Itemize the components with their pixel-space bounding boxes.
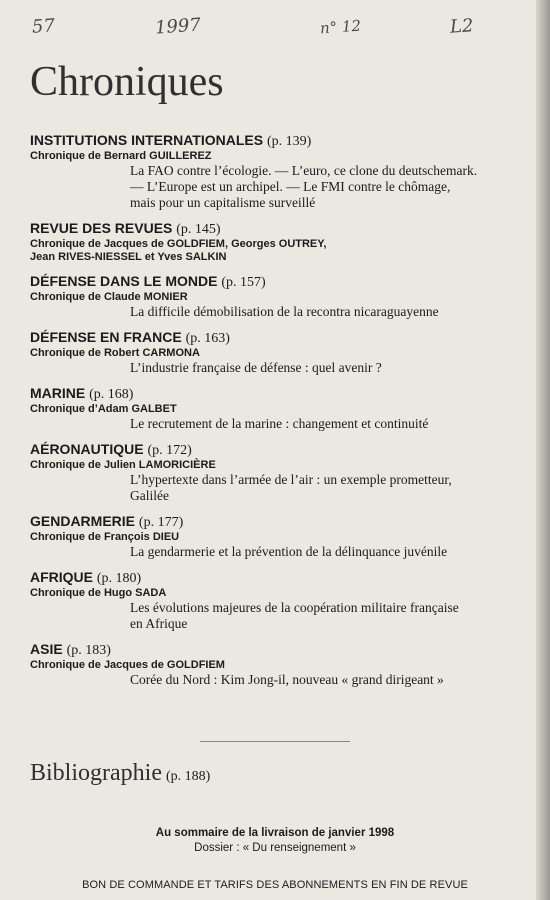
section-gendarmerie <box>30 513 510 560</box>
topic-line: Corée du Nord : Kim Jong-il, nouveau « grand dirigeant » <box>130 672 444 687</box>
section-author: Chronique de Claude MONIER <box>30 291 188 303</box>
topic-line: mais pour un capitalisme surveillé <box>130 195 316 210</box>
section-page-ref: (p. 180) <box>96 571 142 586</box>
section-page-ref: (p. 172) <box>147 443 192 458</box>
section-author-continued: Jean RIVES-NIESSEL et Yves SALKIN <box>30 251 227 263</box>
section-asie <box>30 641 510 688</box>
section-marine <box>30 385 510 432</box>
section-heading-text: GENDARMERIE <box>30 513 136 529</box>
bibliography-heading <box>30 760 210 787</box>
topic-line: Galilée <box>130 488 169 503</box>
section-defense-en-france <box>30 329 510 376</box>
section-author: Chronique de Jacques de GOLDFIEM, Georges OUTREY, <box>30 238 327 250</box>
section-heading <box>30 569 510 587</box>
section-heading-text: INSTITUTIONS INTERNATIONALES <box>30 132 264 148</box>
section-topics <box>130 472 510 504</box>
section-author: Chronique d’Adam GALBET <box>30 403 177 415</box>
handwritten-note: 1997 <box>154 14 202 39</box>
section-defense-dans-le-monde <box>30 273 510 320</box>
section-topics <box>130 360 510 376</box>
section-topics <box>130 304 510 320</box>
page-edge-shadow <box>536 0 550 900</box>
section-heading-text: ASIE <box>30 641 63 657</box>
section-aeronautique <box>30 441 510 504</box>
next-issue-dossier: Dossier : « Du renseignement » <box>194 842 356 854</box>
section-topics <box>130 672 510 688</box>
order-form-notice: BON DE COMMANDE ET TARIFS DES ABONNEMENTS EN FIN DE REVUE <box>82 879 468 891</box>
section-author: Chronique de Robert CARMONA <box>30 347 200 359</box>
section-page-ref: (p. 145) <box>176 222 221 237</box>
next-issue-notice <box>0 826 550 856</box>
next-issue-headline: Au sommaire de la livraison de janvier 1998 <box>155 827 395 839</box>
section-heading <box>30 273 510 291</box>
section-author: Chronique de Julien LAMORICIÈRE <box>30 459 216 471</box>
section-heading-text: REVUE DES REVUES <box>30 220 173 236</box>
section-heading <box>30 220 510 238</box>
section-topics <box>130 163 510 211</box>
topic-line: Les évolutions majeures de la coopération militaire française <box>130 600 459 615</box>
section-heading <box>30 641 510 659</box>
section-topics <box>130 544 510 560</box>
section-page-ref: (p. 168) <box>89 387 134 402</box>
divider-rule <box>200 741 350 742</box>
page-title: Chroniques <box>30 59 224 105</box>
topic-line: La difficile démobilisation de la recontra nicaraguayenne <box>130 304 439 319</box>
topic-line: L’hypertexte dans l’armée de l’air : un exemple prometteur, <box>130 472 452 487</box>
section-author: Chronique de Jacques de GOLDFIEM <box>30 659 225 671</box>
section-heading-text: AÉRONAUTIQUE <box>30 441 144 457</box>
section-topics <box>130 600 510 632</box>
section-revue-des-revues <box>30 220 510 264</box>
section-author: Chronique de Bernard GUILLEREZ <box>30 150 212 162</box>
section-afrique <box>30 569 510 632</box>
section-institutions-internationales <box>30 132 510 211</box>
section-author: Chronique de François DIEU <box>30 531 180 543</box>
section-heading <box>30 385 510 403</box>
handwritten-notes <box>30 16 510 46</box>
bibliography-title: Bibliographie <box>30 760 162 786</box>
section-heading-text: DÉFENSE EN FRANCE <box>30 329 182 345</box>
topic-line: L’industrie française de défense : quel avenir ? <box>130 360 382 375</box>
section-page-ref: (p. 177) <box>138 515 184 530</box>
section-page-ref: (p. 183) <box>66 643 111 658</box>
topic-line: La gendarmerie et la prévention de la délinquance juvénile <box>130 544 448 559</box>
section-page-ref: (p. 157) <box>221 275 266 290</box>
section-topics <box>130 416 510 432</box>
section-heading <box>30 132 510 150</box>
section-page-ref: (p. 163) <box>185 331 230 346</box>
section-heading-text: AFRIQUE <box>30 569 93 585</box>
handwritten-note: 57 <box>31 15 56 38</box>
section-heading <box>30 329 510 347</box>
handwritten-note: L2 <box>449 15 475 38</box>
topic-line: Le recrutement de la marine : changement et continuité <box>130 416 429 431</box>
handwritten-note: n° 12 <box>319 16 362 38</box>
section-page-ref: (p. 139) <box>266 134 312 149</box>
topic-line: en Afrique <box>130 616 188 631</box>
section-heading <box>30 513 510 531</box>
section-heading-text: MARINE <box>30 385 86 401</box>
section-heading-text: DÉFENSE DANS LE MONDE <box>30 273 218 289</box>
section-author: Chronique de Hugo SADA <box>30 587 167 599</box>
section-heading <box>30 441 510 459</box>
topic-line: La FAO contre l’écologie. — L’euro, ce clone du deutschemark. <box>130 163 478 178</box>
chronicles-list <box>30 132 510 697</box>
topic-line: — L’Europe est un archipel. — Le FMI contre le chômage, <box>130 179 451 194</box>
bibliography-page-ref: (p. 188) <box>165 769 211 784</box>
